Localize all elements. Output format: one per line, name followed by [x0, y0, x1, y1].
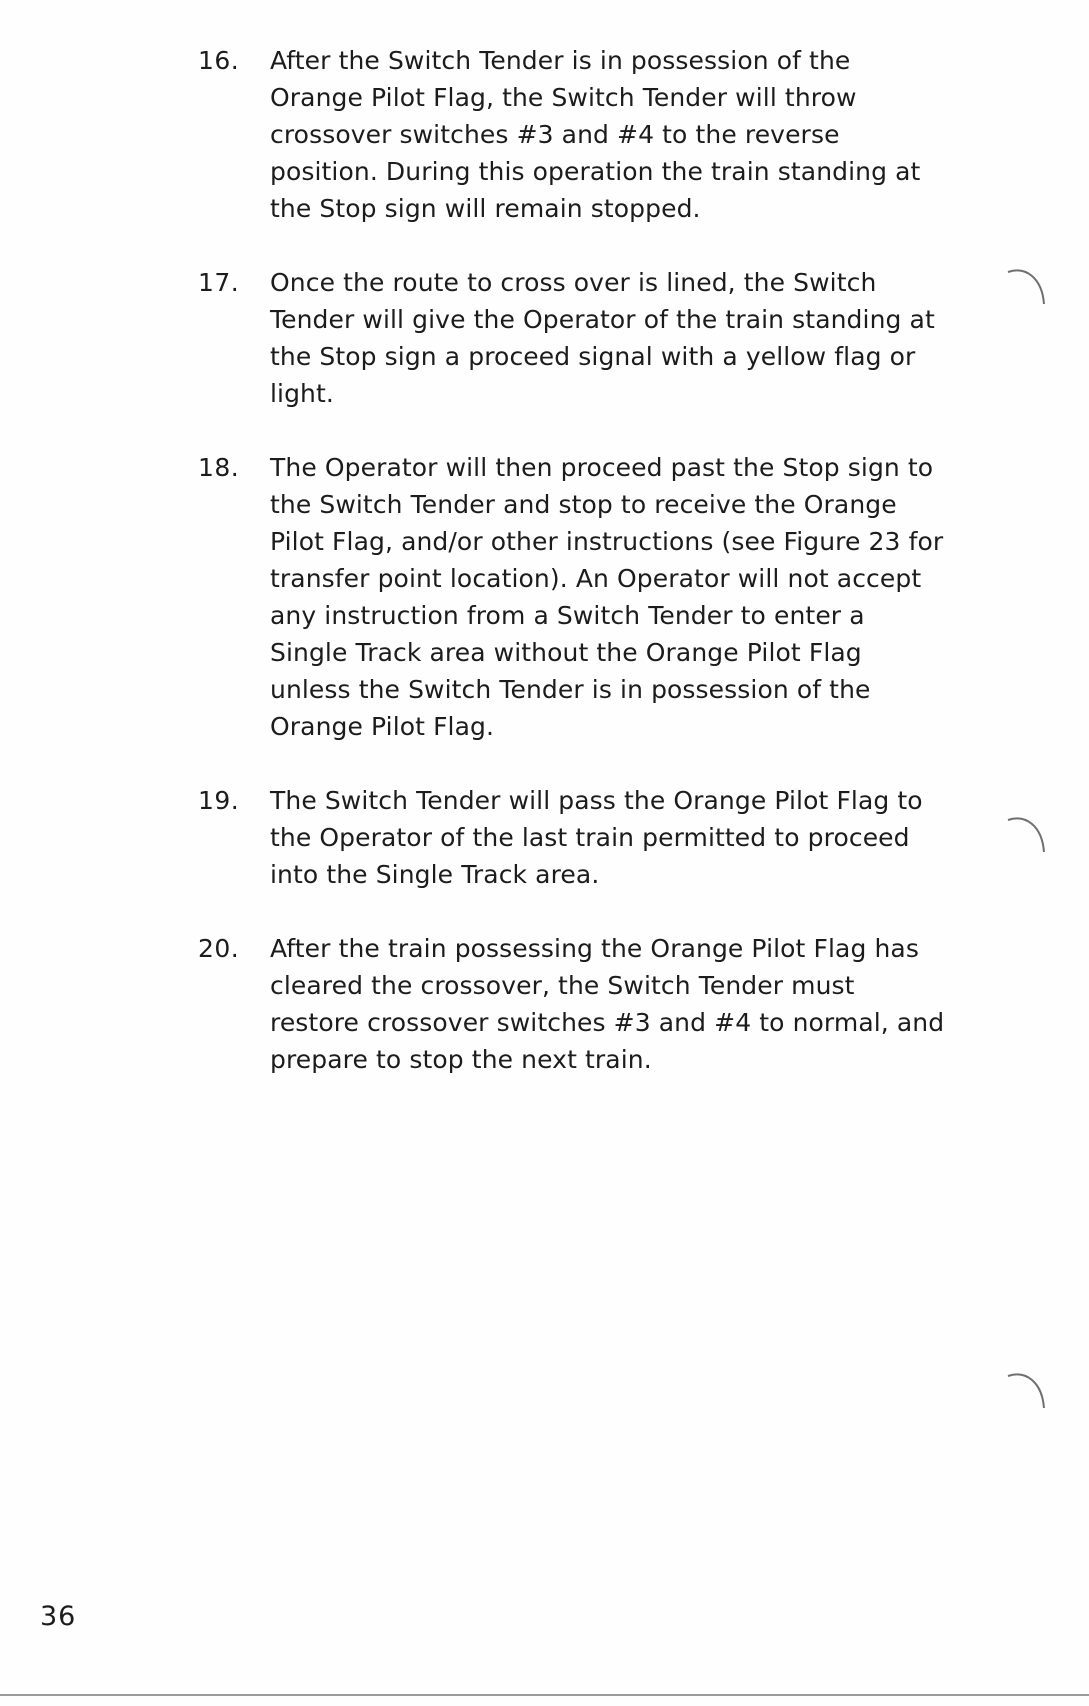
procedure-step: [198, 782, 958, 893]
binder-hole-mark-icon: [1006, 1368, 1050, 1420]
binder-hole-arc: [1008, 1374, 1044, 1408]
binder-hole-arc: [1008, 270, 1044, 304]
step-text: The Switch Tender will pass the Orange Pilot Flag to the Operator of the last train permitted to proceed into the Single Track area.: [270, 786, 923, 889]
step-text: Once the route to cross over is lined, the Switch Tender will give the Operator of the train standing at the Stop sign a proceed signal with a yellow flag or light.: [270, 268, 935, 408]
page-edge-line: [0, 1694, 1089, 1696]
binder-hole-mark-icon: [1006, 812, 1050, 864]
procedure-step: [198, 930, 958, 1078]
step-number: 16.: [198, 46, 240, 75]
step-number: 17.: [198, 268, 240, 297]
procedure-step-list: [198, 42, 958, 1115]
step-text: The Operator will then proceed past the Stop sign to the Switch Tender and stop to receive the Orange Pilot Flag, and/or other instructions (see Figure 23 for transfer point location). An Operator will not accept any instruction from a Switch Tender to enter a Single Track area without the Orange Pilot Flag unless the Switch Tender is in possession of the Orange Pilot Flag.: [270, 453, 944, 741]
binder-hole-arc: [1008, 818, 1044, 852]
step-number: 20.: [198, 934, 240, 963]
procedure-step: [198, 264, 958, 412]
step-number: 18.: [198, 453, 240, 482]
procedure-step: [198, 449, 958, 745]
binder-hole-mark-icon: [1006, 264, 1050, 316]
step-text: After the Switch Tender is in possession of the Orange Pilot Flag, the Switch Tender will throw crossover switches #3 and #4 to the reverse position. During this operation the train standing at the Stop sign will remain stopped.: [270, 46, 921, 223]
step-number: 19.: [198, 786, 240, 815]
page-number: 36: [40, 1601, 77, 1632]
procedure-step: [198, 42, 958, 227]
step-text: After the train possessing the Orange Pilot Flag has cleared the crossover, the Switch Tender must restore crossover switches #3 and #4 to normal, and prepare to stop the next train.: [270, 934, 945, 1074]
